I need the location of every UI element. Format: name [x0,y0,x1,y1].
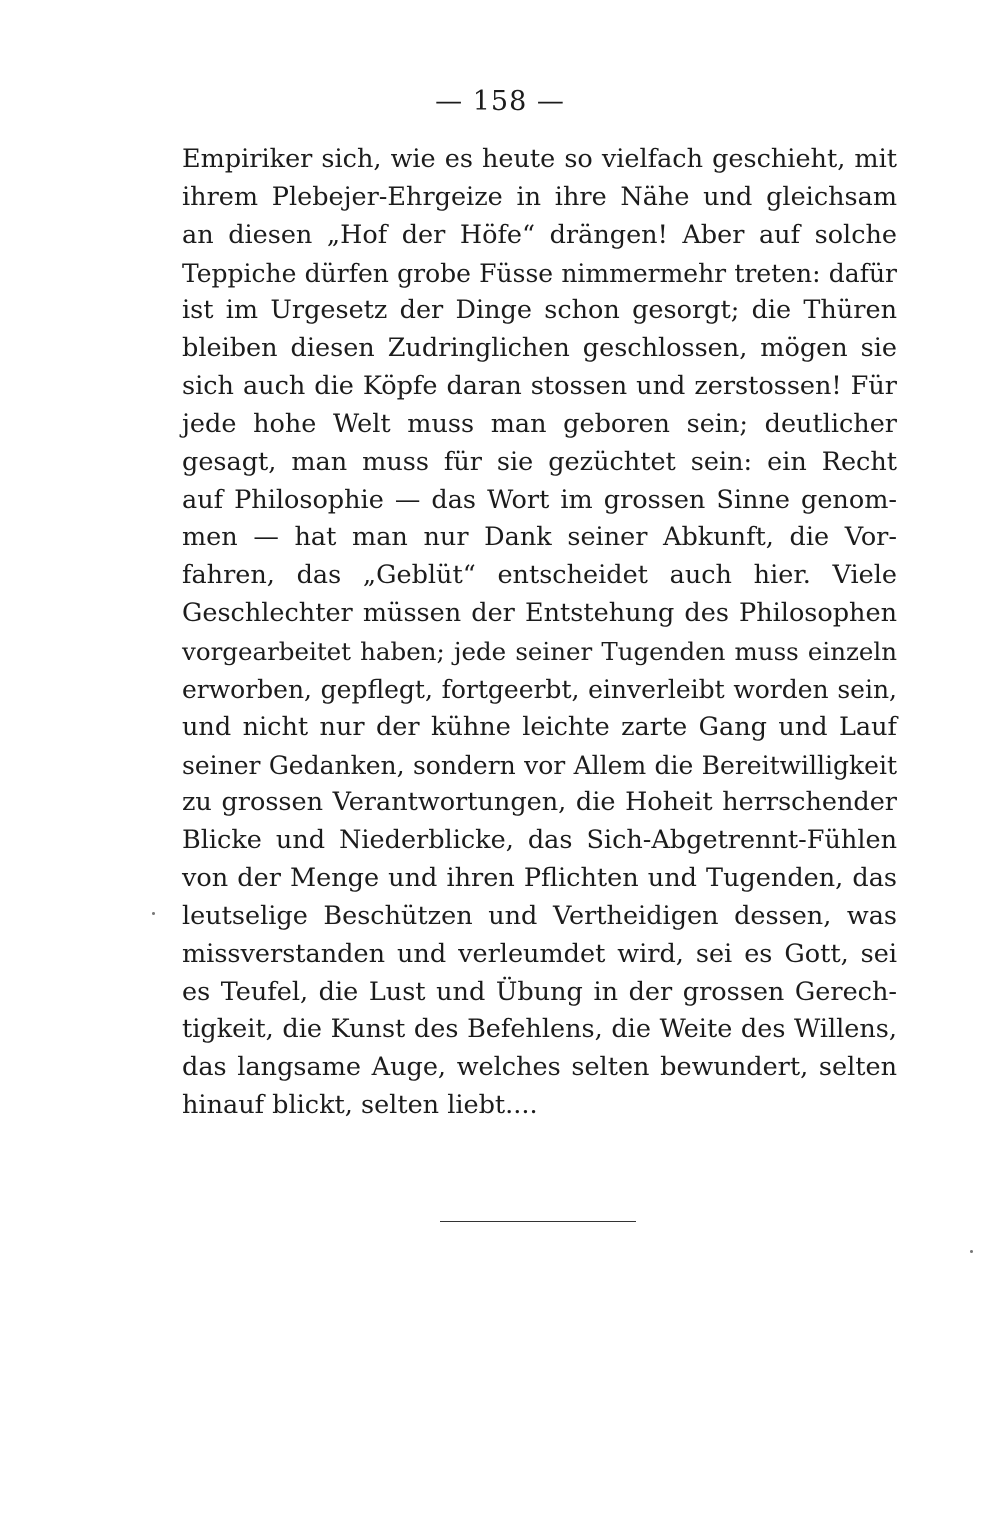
text-line: tigkeit, die Kunst des Befehlens, die Weite des Willens, [182,1014,897,1045]
end-rule [440,1221,636,1222]
text-line: und nicht nur der kühne leichte zarte Gang und Lauf [182,711,897,742]
text-line: erworben, gepflegt, fortgeerbt, einverleibt worden sein, [182,674,897,704]
text-line: Empiriker sich, wie es heute so vielfach geschieht, mit [182,144,897,174]
text-line: zu grossen Verantwortungen, die Hoheit herrschender [182,787,897,818]
body-text [182,141,897,1125]
scan-speck [970,1250,973,1253]
text-line: vorgearbeitet haben; jede seiner Tugenden muss einzeln [182,636,897,666]
text-line: Blicke und Niederblicke, das Sich-Abgetrennt-Fühlen [182,825,897,856]
text-line: gesagt, man muss für sie gezüchtet sein: ein Recht [182,446,897,477]
text-line: Geschlechter müssen der Entstehung des Philosophen [182,598,897,629]
text-line: ist im Urgesetz der Dinge schon gesorgt; die Thüren [182,295,897,326]
text-line: men — hat man nur Dank seiner Abkunft, die Vor- [182,522,897,553]
text-line: auf Philosophie — das Wort im grossen Sinne genom- [182,484,897,515]
text-line: es Teufel, die Lust und Übung in der grossen Gerech- [182,976,897,1007]
text-line: bleiben diesen Zudringlichen geschlossen, mögen sie [182,333,897,364]
text-line: das langsame Auge, welches selten bewundert, selten [182,1052,897,1083]
text-line: hinauf blickt, selten liebt.... [182,1090,538,1121]
text-line: ihrem Plebejer-Ehrgeize in ihre Nähe und gleichsam [182,181,897,212]
text-line: Teppiche dürfen grobe Füsse nimmermehr treten: dafür [182,258,897,288]
text-line: von der Menge und ihren Pflichten und Tugenden, das [182,863,897,894]
text-line: sich auch die Köpfe daran stossen und zerstossen! Für [182,371,897,402]
text-line: fahren, das „Geblüt“ entscheidet auch hier. Viele [182,560,897,591]
text-line: seiner Gedanken, sondern vor Allem die Bereitwilligkeit [182,750,897,780]
page-number: — 158 — [435,86,565,117]
text-line: an diesen „Hof der Höfe“ drängen! Aber auf solche [182,219,897,250]
text-line: jede hohe Welt muss man geboren sein; deutlicher [182,408,897,439]
text-line: leutselige Beschützen und Vertheidigen dessen, was [182,900,897,931]
text-line: missverstanden und verleumdet wird, sei es Gott, sei [182,938,897,969]
scan-speck [152,912,155,915]
